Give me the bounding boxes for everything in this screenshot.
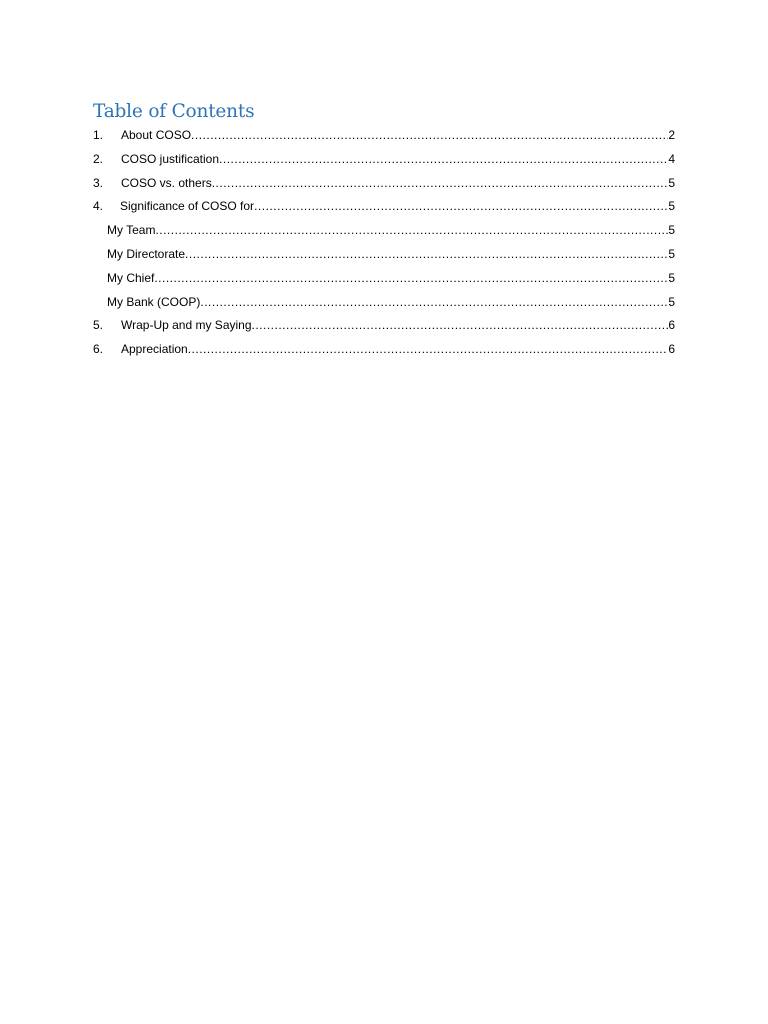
toc-dot-leader: [191, 124, 668, 142]
toc-entry-label: My Chief: [107, 270, 155, 285]
toc-entry-coso-justification[interactable]: [93, 148, 675, 172]
toc-list: [93, 124, 675, 362]
toc-entry-label: Significance of COSO for: [120, 199, 255, 214]
toc-entry-label: My Team: [107, 223, 156, 238]
toc-entry-label: COSO justification: [121, 151, 220, 166]
toc-entry-page: 5: [668, 246, 675, 261]
toc-entry-number: 2.: [93, 151, 104, 166]
toc-dot-leader: [188, 338, 669, 356]
toc-entry-number: 3.: [93, 175, 104, 190]
toc-entry-page: 5: [668, 199, 675, 214]
toc-entry-page: 5: [668, 175, 675, 190]
toc-entry-label: COSO vs. others: [121, 175, 212, 190]
toc-dot-leader: [254, 195, 668, 213]
toc-entry-appreciation[interactable]: [93, 338, 675, 362]
toc-dot-leader: [155, 219, 668, 237]
toc-entry-about-coso[interactable]: [93, 124, 675, 148]
toc-entry-number: 1.: [93, 128, 104, 142]
toc-dot-leader: [200, 291, 668, 309]
toc-entry-page: 6: [668, 342, 675, 357]
toc-entry-wrap-up[interactable]: [93, 314, 675, 338]
toc-entry-page: 6: [668, 318, 675, 333]
toc-entry-number: 5.: [93, 318, 104, 333]
toc-entry-my-directorate[interactable]: [93, 243, 675, 267]
toc-entry-significance-of-coso[interactable]: [93, 195, 675, 219]
toc-entry-page: 4: [668, 151, 675, 166]
toc-entry-label: Appreciation: [121, 342, 188, 357]
toc-entry-label: About COSO: [121, 128, 192, 142]
toc-entry-my-chief[interactable]: [93, 267, 675, 291]
toc-entry-my-bank[interactable]: [93, 291, 675, 315]
toc-entry-my-team[interactable]: [93, 219, 675, 243]
toc-dot-leader: [252, 314, 669, 332]
toc-entry-coso-vs-others[interactable]: [93, 172, 675, 196]
toc-entry-label: My Directorate: [107, 246, 186, 261]
toc-entry-page: 5: [668, 294, 675, 309]
toc-entry-page: 5: [668, 270, 675, 285]
toc-title: Table of Contents: [93, 101, 255, 122]
toc-dot-leader: [154, 267, 668, 285]
toc-entry-number: 6.: [93, 342, 104, 357]
toc-entry-page: 5: [668, 223, 675, 238]
toc-entry-label: Wrap-Up and my Saying: [121, 318, 252, 333]
toc-dot-leader: [219, 148, 668, 166]
toc-entry-number: 4.: [93, 199, 104, 214]
toc-entry-label: My Bank (COOP): [107, 294, 201, 309]
toc-dot-leader: [185, 243, 668, 261]
toc-dot-leader: [212, 172, 669, 190]
toc-entry-page: 2: [668, 128, 675, 142]
